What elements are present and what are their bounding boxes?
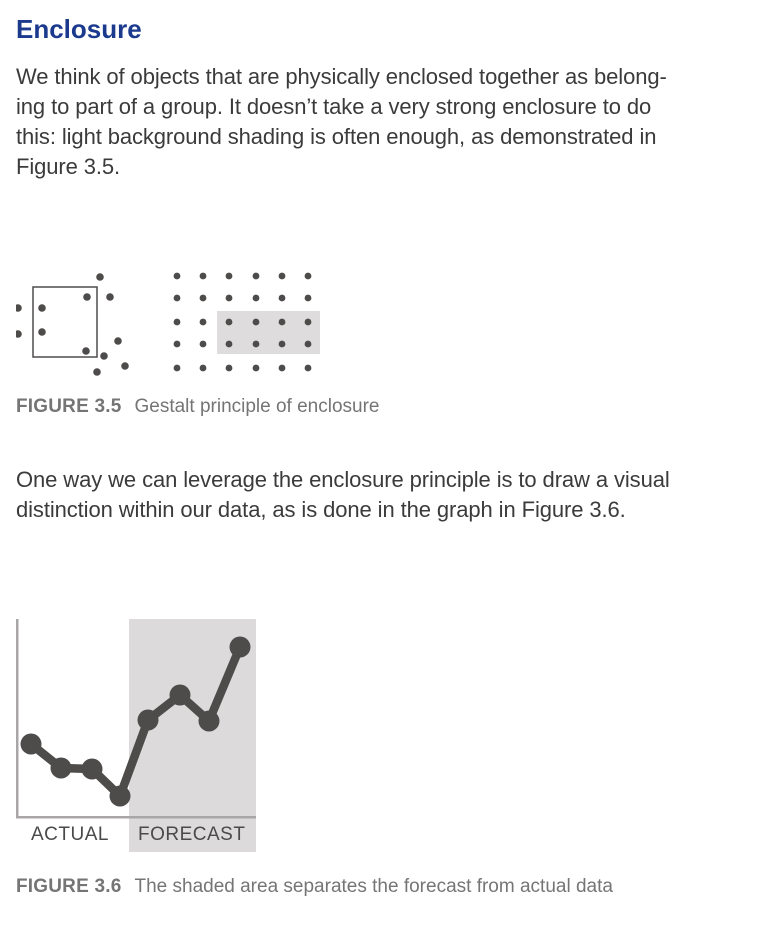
grid-dot <box>305 365 312 372</box>
grid-dot <box>174 365 181 372</box>
book-page <box>0 14 762 899</box>
grid-dot <box>305 319 312 326</box>
figure-3-5-label: FIGURE 3.5 <box>16 396 122 417</box>
paragraph-line: One way we can leverage the enclosure principle is to draw a visual <box>16 467 670 492</box>
scatter-dot <box>82 347 90 355</box>
grid-dot <box>174 341 181 348</box>
scatter-dot <box>83 293 91 301</box>
grid-dot <box>305 341 312 348</box>
grid-dot <box>174 295 181 302</box>
figure-3-6-label: FIGURE 3.6 <box>16 876 122 897</box>
grid-dot <box>226 365 233 372</box>
scatter-dot <box>93 368 101 376</box>
paragraph-line: ing to part of a group. It doesn’t take a very strong enclosure to do <box>16 94 652 119</box>
grid-dot <box>253 295 260 302</box>
paragraph-line: this: light background shading is often enough, as demonstrated in <box>16 124 657 149</box>
data-point <box>138 710 159 731</box>
grid-dot <box>174 273 181 280</box>
scatter-dot <box>96 273 104 281</box>
data-point <box>51 758 72 779</box>
scatter-dot <box>100 352 108 360</box>
grid-dot <box>200 319 207 326</box>
forecast-axis-label: FORECAST <box>138 824 246 845</box>
figure-3-5-caption <box>16 395 746 419</box>
data-point <box>230 637 251 658</box>
scatter-dot <box>106 293 114 301</box>
figure-3-6-plot <box>16 615 258 855</box>
grid-dot <box>200 295 207 302</box>
grid-dot <box>279 365 286 372</box>
y-axis <box>16 619 19 816</box>
grid-dot <box>253 341 260 348</box>
paragraph-line: Figure 3.5. <box>16 154 121 179</box>
scatter-dot <box>16 330 22 338</box>
paragraph-2 <box>16 465 746 525</box>
x-axis <box>16 816 256 819</box>
grid-dot <box>253 365 260 372</box>
grid-dot <box>174 319 181 326</box>
grid-dot <box>200 273 207 280</box>
grid-dot <box>226 319 233 326</box>
figure-3-5-graphic <box>16 262 346 377</box>
figure-3-6-caption <box>16 875 746 899</box>
section-heading: Enclosure <box>16 14 142 44</box>
data-point <box>21 734 42 755</box>
data-point <box>82 759 103 780</box>
scatter-dot <box>16 304 22 312</box>
grid-dot <box>226 341 233 348</box>
grid-dot <box>200 365 207 372</box>
paragraph-1 <box>16 62 746 182</box>
actual-axis-label: ACTUAL <box>31 824 109 845</box>
scatter-dot <box>114 337 122 345</box>
scatter-dot <box>121 362 129 370</box>
grid-dot <box>279 273 286 280</box>
grid-dot <box>253 319 260 326</box>
grid-dot <box>226 295 233 302</box>
scatter-dot <box>38 328 46 336</box>
grid-dot <box>305 295 312 302</box>
paragraph-line: distinction within our data, as is done in the graph in Figure 3.6. <box>16 497 626 522</box>
grid-dot <box>279 295 286 302</box>
scatter-dot <box>38 304 46 312</box>
data-point <box>170 685 191 706</box>
grid-dot <box>279 319 286 326</box>
figure-3-6-chart <box>16 615 258 855</box>
figure-3-6-caption-text: The shaded area separates the forecast from actual data <box>134 876 613 897</box>
grid-dot <box>305 273 312 280</box>
grid-dot <box>253 273 260 280</box>
grid-dot <box>226 273 233 280</box>
figure-3-5-caption-text: Gestalt principle of enclosure <box>134 396 380 417</box>
shaded-region <box>217 311 320 354</box>
data-point <box>110 786 131 807</box>
grid-dot <box>279 341 286 348</box>
grid-dot <box>200 341 207 348</box>
paragraph-line: We think of objects that are physically enclosed together as belong- <box>16 64 667 89</box>
data-point <box>199 711 220 732</box>
